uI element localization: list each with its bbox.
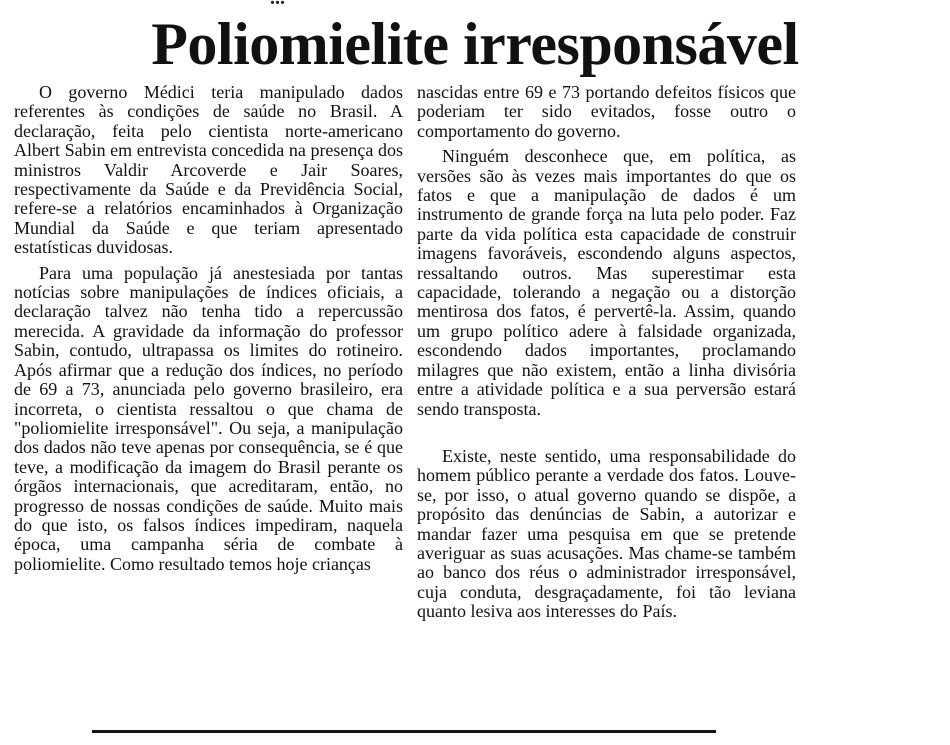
headline: Poliomielite irresponsável [151, 11, 799, 77]
left-column [14, 83, 403, 580]
paragraph: O governo Médici teria manipulado dados referentes às condições de saúde no Brasil. A declaração, feita pelo cientista norte-americano Albert Sabin em entrevista concedida na presença dos ministros Valdir Arcoverde e Jair Soares, respectivamente da Saúde e da Previdência Social, refere-se a relatórios encaminhados à Organização Mundial da Saúde e que teriam apresentado estatísticas duvidosas. [14, 82, 403, 258]
paragraph: Ninguém desconhece que, em política, as versões são às vezes mais importantes do que os fatos e que a manipulação de dados é um instrumento de grande força na luta pelo poder. Faz parte da vida política esta capacidade de construir imagens favoráveis, escondendo alguns aspectos, ressaltando outros. Mas superestimar esta capacidade, tolerando a negação ou a distorção mentirosa dos fatos, é pervertê-la. Assim, quando um grupo político adere à falsidade organizada, escondendo dados importantes, proclamando milagres que não existem, então a linha divisória entre a atividade política e a sua perversão estará sendo transposta. [417, 146, 796, 419]
paragraph-continuation: nascidas entre 69 e 73 portando defeitos físicos que poderiam ter sido evitados, fosse outro o comportamento do governo. [417, 82, 796, 141]
right-column [417, 83, 796, 628]
paragraph: Existe, neste sentido, uma responsabilidade do homem público perante a verdade dos fatos. Louve-se, por isso, o atual governo quando se dispõe, a propósito das denúncias de Sabin, a autorizar e mandar fazer uma pesquisa em que se pretende averiguar as suas acusações. Mas chame-se também ao banco dos réus o administrador irresponsável, cuja conduta, desgraçadamente, foi tão leviana quanto lesiva aos interesses do País. [417, 445, 796, 622]
paragraph: Para uma população já anestesiada por tantas notícias sobre manipulações de índices oficiais, a declaração talvez não tenha tido a repercussão merecida. A gravidade da informação do professor Sabin, contudo, ultrapassa os limites do rotineiro. Após afirmar que a redução dos índices, no período de 69 a 73, anunciada pelo governo brasileiro, era incorreta, o cientista ressaltou o que chama de "poliomielite irresponsável". Ou seja, a manipulação dos dados não teve apenas por consequência, se é que teve, a modificação da imagem do Brasil perante os órgãos internacionais, que acreditaram, então, no progresso de nossas condições de saúde. Muito mais do que isto, os falsos índices impediram, naquela época, uma campanha séria de combate à poliomielite. Como resultado temos hoje crianças [14, 262, 403, 574]
bottom-rule [92, 730, 716, 733]
